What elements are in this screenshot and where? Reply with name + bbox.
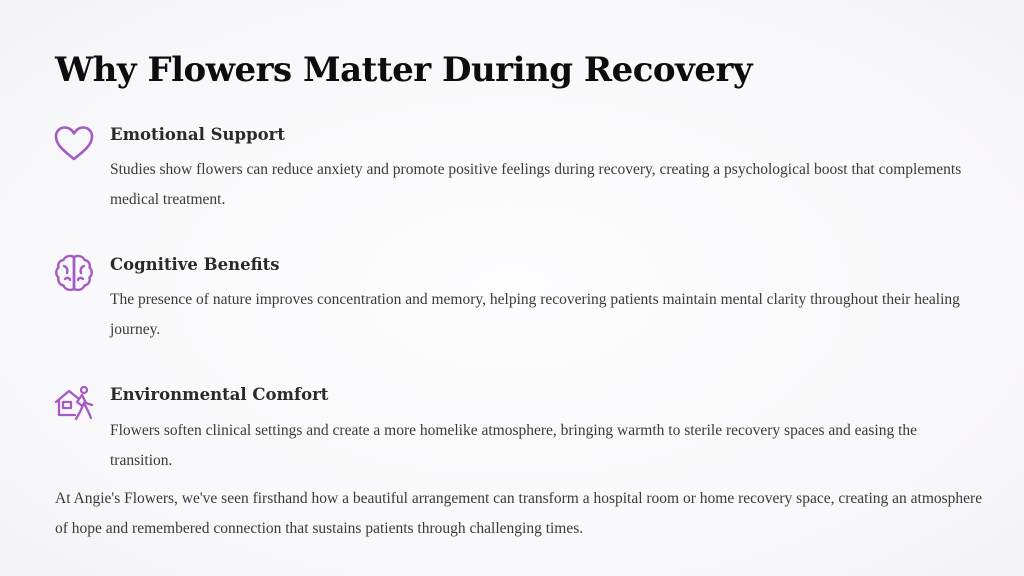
benefit-title: Emotional Support — [110, 125, 285, 144]
closing-paragraph: At Angie's Flowers, we've seen firsthand how a beautiful arrangement can transform a hospital room or home recovery space, creating an atmosphere of hope and remembered connection that sustains patients through challenging times. — [55, 490, 983, 537]
benefit-description: The presence of nature improves concentration and memory, helping recovering patients maintain mental clarity throughout their healing journey. — [110, 291, 960, 338]
page-title: Why Flowers Matter During Recovery — [55, 50, 753, 90]
benefit-title: Environmental Comfort — [110, 385, 329, 404]
benefit-description: Studies show flowers can reduce anxiety and promote positive feelings during recovery, creating a psychological boost that complements medical treatment. — [110, 161, 962, 208]
benefit-title: Cognitive Benefits — [110, 255, 280, 274]
heart-icon — [53, 123, 95, 165]
brain-icon — [53, 252, 95, 294]
benefit-description: Flowers soften clinical settings and create a more homelike atmosphere, bringing warmth to sterile recovery spaces and easing the transition. — [110, 422, 918, 469]
home-person-icon — [53, 383, 95, 425]
